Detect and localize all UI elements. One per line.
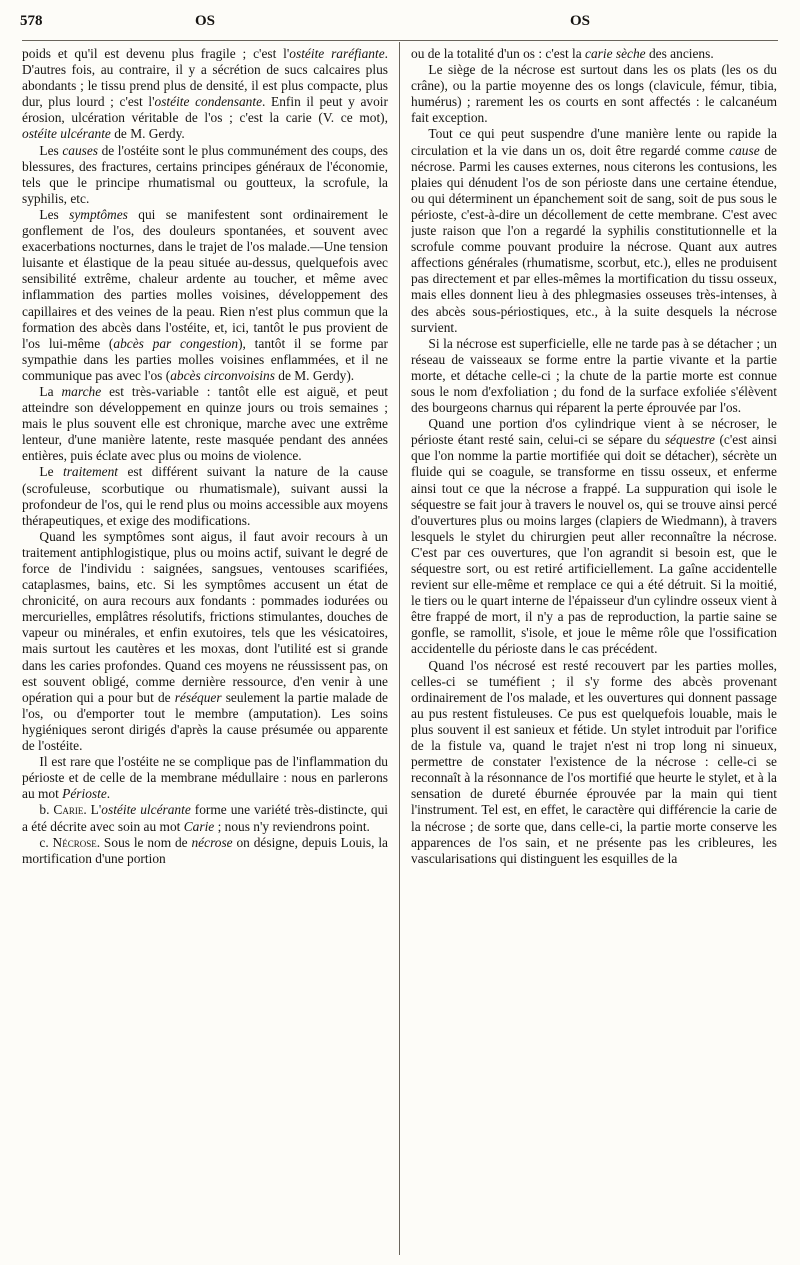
paragraph [22,464,388,528]
text-run: de M. Gerdy. [110,126,185,142]
italic-term: ostéite condensante [154,94,263,110]
paragraph [411,416,777,657]
text-run: c. [39,834,53,850]
text-run: Les [39,206,70,222]
text-run: b. [39,802,54,818]
paragraph [22,207,388,384]
header-rule [22,40,778,41]
paragraph [411,126,777,335]
text-run: Quand l'os nécrosé est resté recouvert par les parties molles, celles-ci se tuméfient ; il s'y forme des abcès provenant ordinairement de l'os malade, et les ouvertures qui donnent passage au pus restent fistuleuses. Ce pus est quelquefois louable, mais le plus souvent il est sanieux et fétide. Un stylet introduit par l'orifice de la fistule va, quand le trajet n'est ni trop long ni sinueux, permettre de constater l'existence de la nécrose : celle-ci se reconnaît à la résonnance de l'os mortifié que heurte le stylet, et à la sensation de dureté éburnée éprouvée par la main qui tient l'instrument. Tel est, en effet, le caractère qui différencie la carie de la nécrose ; de sorte que, dans celle-ci, la partie morte conserve les apparences de l'os sain, et ne présente pas les cribleures, les vascularisations qui distinguent les esquilles de la [411,657,777,866]
running-title-left: OS [195,13,216,29]
italic-term: abcès circonvoisins [170,367,275,383]
text-run: ou de la totalité d'un os : c'est la [411,46,586,61]
text-run: on désigne, depuis Louis, la mortification d'une portion [22,834,388,866]
italic-term: ostéite ulcérante [101,802,191,818]
section-heading: Carie [53,802,84,818]
paragraph [22,802,388,834]
column-divider [399,42,400,1255]
italic-term: cause [729,142,760,158]
text-run: . D'autres fois, au contraire, il y a sécrétion de sucs calcaires plus abondants ; le tissu prend plus de densité, il est plus compacte, plus dur, plus lourd ; c'est l' [22,46,388,110]
italic-term: Périoste [62,786,107,802]
paragraph [411,62,777,126]
italic-term: causes [62,142,99,158]
text-run: ; nous n'y reviendrons point. [214,818,370,834]
italic-term: Carie [183,818,215,834]
paragraph [22,529,388,754]
running-head [20,4,780,38]
text-run: . L' [83,802,102,818]
text-run: (c'est ainsi que l'on nomme la partie mortifiée qui doit se détacher), sécrète un fluide qui se coagule, se transforme en tissu osseux, et enferme ainsi tout ce que la nécrose a frappé. La suppuration qui isole le séquestre se fait jour à travers le nouvel os, qui se trouve ainsi percé d'ouvertures plus ou moins larges (clapiers de Wiedmann), à travers lesquels le stylet du chirurgien peut aller reconnaître la nécrose. C'est par ces ouvertures, que l'on agrandit si besoin est, que le séquestre sort, ou est retiré artificiellement. La gaîne accidentelle revient sur elle-même et remplace ce qui a été détruit. Si la moitié, le tiers ou le quart interne de l'épaisseur d'un cylindre osseux vient à être frappé de mort, il n'y a pas de reproduction, la partie saine se gonfle, se ramollit, s'isole, et joue le même rôle que l'ossification accidentelle du périoste dans le cas précédent. [411,432,777,657]
section-heading: Nécrose [52,834,97,850]
paragraph [22,835,388,867]
text-run: de l'ostéite sont le plus communément des coups, des blessures, des fractures, certains principes généraux de l'économie, tels que le principe rhumatismal ou goutteux, la scrofule, la syphilis, etc. [22,142,388,206]
text-run: de M. Gerdy). [274,367,355,383]
paragraph [411,336,777,416]
text-run: est différent suivant la nature de la cause (scrofuleuse, scorbutique ou rhumatismale), suivant aussi la profondeur de l'os, qui le rend plus ou moins accessible aux moyens thérapeutiques, et exige des modifications. [22,464,388,528]
italic-term: nécrose [191,834,233,850]
italic-term: carie sèche [585,46,646,61]
text-run: Le siège de la nécrose est surtout dans les os plats (les os du crâne), ou la partie moyenne des os longs (clavicule, fémur, tibia, humérus) ; rarement les os courts en sont affectés : le calcanéum fait exception. [411,62,777,126]
paragraph [411,658,777,867]
italic-term: ostéite raréfiante [289,46,385,61]
text-run: Si la nécrose est superficielle, elle ne tarde pas à se détacher ; un réseau de vaisseaux se forme entre la partie vivante et la partie morte, et détache celle-ci ; la chute de la partie morte est connue sous le nom d'exfoliation ; du fond de la surface exfoliée s'élèvent des bourgeons charnus qui réparent la perte éprouvée par l'os. [411,335,777,416]
right-column [411,46,777,1251]
text-run: poids et qu'il est devenu plus fragile ; c'est l' [22,46,290,61]
text-run: . Sous le nom de [96,834,192,850]
running-title-right: OS [569,13,590,29]
paragraph [22,143,388,207]
left-column [22,46,388,1251]
text-run: qui se manifestent sont ordinairement le gonflement de l'os, des douleurs spontanées, et souvent avec exacerbations nocturnes, dans le trajet de l'os malade.—Une tension luisante et élastique de la peau située au-dessus, quelquefois avec sensibilité extrême, chaleur ardente au toucher, et même avec inflammation des parties molles voisines, développement des capillaires et des veines de la peau. Rien n'est plus commun que la formation des abcès dans l'ostéite, et, ici, tantôt le pus provient de l'os lui-même ( [22,206,388,351]
page-number: 578 [20,13,43,29]
italic-term: abcès par congestion [113,335,239,351]
text-run: Tout ce qui peut suspendre d'une manière lente ou rapide la circulation et la vie dans un os, doit être regardé comme [411,126,777,158]
text-run: Quand les symptômes sont aigus, il faut avoir recours à un traitement antiphlogistique, plus ou moins actif, suivant le degré de force de l'individu : saignées, sangsues, ventouses scarifiées, cataplasmes, bains, etc. Si les symptômes accusent un état de chronicité, on aura recours aux fondants : pommades iodurées ou mercurielles, emplâtres résolutifs, frictions stimulantes, douches de vapeur ou minérales, et enfin exutoires, tels que les vésicatoires, mais surtout les cautères et les moxas, dont l'utilité est si grande dans les caries profondes. Quand ces moyens ne réussissent pas, on est souvent obligé, comme dernière ressource, d'en venir à une opération qui a pour but de [22,528,388,705]
text-run: seulement la partie malade de l'os, ou d'emporter tout le membre (amputation). Les soins hygiéniques seront dirigés d'après la cause présumée ou apparente de l'ostéite. [22,689,388,754]
paragraph [22,46,388,143]
text-run: Quand une portion d'os cylindrique vient à se nécroser, le périoste étant resté sain, celui-ci se sépare du [411,416,777,448]
text-run: forme une variété très-distincte, qui a été décrite avec soin au mot [22,802,388,834]
text-run: La [39,383,62,399]
text-run: ), tantôt il se forme par sympathie dans les parties molles voisines enflammées, et il ne communique pas avec l'os ( [22,335,388,383]
text-run: Les [39,142,63,158]
italic-term: marche [61,383,102,399]
italic-term: ostéite ulcérante [22,126,111,142]
italic-term: séquestre [664,432,715,448]
text-run: . Enfin il peut y avoir érosion, ulcération véritable de l'os ; c'est la carie (V. ce mot), [22,94,388,126]
paragraph [22,754,388,802]
text-run: Il est rare que l'ostéite ne se complique pas de l'inflammation du périoste et de celle de la membrane médullaire : nous en parlerons au mot [22,754,388,802]
paragraph [22,384,388,464]
text-run: des anciens. [645,46,714,61]
italic-term: traitement [62,464,119,480]
italic-term: symptômes [69,206,128,222]
text-run: Le [39,464,63,480]
italic-term: réséquer [174,689,222,705]
paragraph [411,46,777,62]
text-run: de nécrose. Parmi les causes externes, nous citerons les contusions, les plaies qui dénudent l'os de son périoste dans une certaine étendue, ou qui déterminent un épanchement soit de sang, soit de pus sous le périoste, c'est-à-dire un décollement de cette membrane. C'est avec juste raison que l'on a regardé la syphilis constitutionnelle et la scrofule comme pouvant produire la nécrose. Quant aux autres affections générales (rhumatisme, scorbut, etc.), elles ne produisent pas directement et par elles-mêmes la mortification du tissu osseux, mais elles donnent lieu à des phlegmasies osseuses très-intenses, à des abcès sous-périostiques, etc., à la suite desquels la nécrose survient. [411,142,777,335]
text-run: . [106,786,111,802]
text-run: est très-variable : tantôt elle est aiguë, et peut atteindre son développement en quinze jours ou trois semaines ; mais le plus souvent elle est chronique, marche avec une extrême lenteur, d'une manière latente, reste masquée pendant des années entières, puis éclate avec plus ou moins de violence. [22,383,388,464]
